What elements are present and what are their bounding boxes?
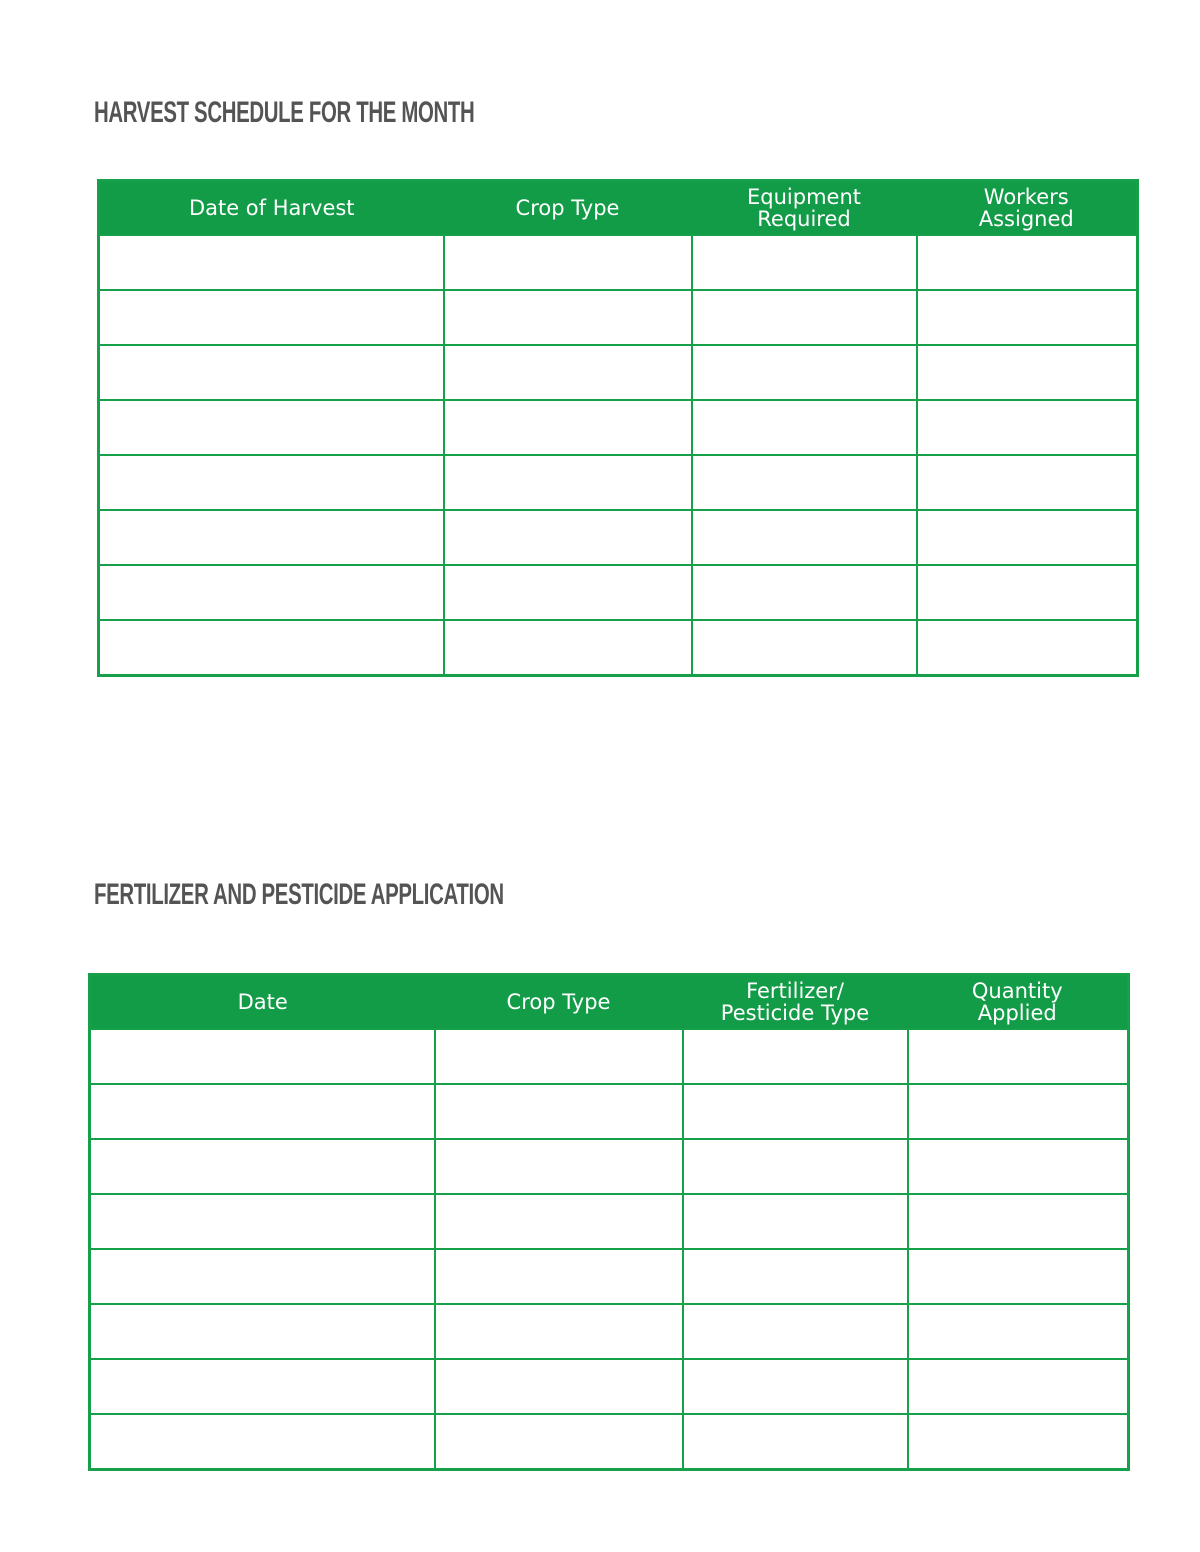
header-label: Crop Type: [515, 196, 620, 220]
header-label: Assigned: [978, 207, 1074, 231]
header-label: Crop Type: [506, 990, 611, 1014]
column-header-workers-assigned: [917, 181, 1138, 236]
header-label: Quantity: [971, 979, 1063, 1003]
header-label: Pesticide Type: [720, 1001, 870, 1025]
column-header-crop-type: [444, 181, 692, 236]
quantity-cell[interactable]: [908, 1359, 1129, 1414]
column-header-equipment-required: [692, 181, 917, 236]
date-cell[interactable]: [90, 1194, 435, 1249]
crop-type-cell[interactable]: [444, 400, 692, 455]
date-cell[interactable]: [90, 1084, 435, 1139]
quantity-cell[interactable]: [908, 1139, 1129, 1194]
header-label: Applied: [977, 1001, 1057, 1025]
column-header-date: [90, 975, 435, 1030]
product-type-cell[interactable]: [683, 1414, 908, 1470]
quantity-cell[interactable]: [908, 1249, 1129, 1304]
header-label: Date: [237, 990, 288, 1014]
product-type-cell[interactable]: [683, 1194, 908, 1249]
fertilizer-application-table: [88, 973, 1130, 1471]
table-row: [90, 1029, 1129, 1084]
product-type-cell[interactable]: [683, 1359, 908, 1414]
table-row: [99, 565, 1138, 620]
table-row: [99, 620, 1138, 676]
table-row: [99, 455, 1138, 510]
table-row: [90, 1084, 1129, 1139]
crop-type-cell[interactable]: [444, 455, 692, 510]
table-row: [99, 345, 1138, 400]
date-cell[interactable]: [99, 510, 444, 565]
table-row: [99, 400, 1138, 455]
table-row: [90, 1414, 1129, 1470]
date-cell[interactable]: [90, 1414, 435, 1470]
header-label: Workers: [983, 185, 1069, 209]
equipment-cell[interactable]: [692, 400, 917, 455]
quantity-cell[interactable]: [908, 1414, 1129, 1470]
header-label: Equipment: [747, 185, 861, 209]
table-row: [90, 1249, 1129, 1304]
workers-cell[interactable]: [917, 235, 1138, 290]
column-header-date-of-harvest: [99, 181, 444, 236]
header-label: Fertilizer/: [746, 979, 844, 1003]
fertilizer-table-body: [90, 1029, 1129, 1470]
equipment-cell[interactable]: [692, 565, 917, 620]
product-type-cell[interactable]: [683, 1304, 908, 1359]
date-cell[interactable]: [99, 455, 444, 510]
equipment-cell[interactable]: [692, 290, 917, 345]
crop-type-cell[interactable]: [435, 1029, 683, 1084]
equipment-cell[interactable]: [692, 455, 917, 510]
crop-type-cell[interactable]: [444, 290, 692, 345]
date-cell[interactable]: [90, 1304, 435, 1359]
date-cell[interactable]: [90, 1359, 435, 1414]
product-type-cell[interactable]: [683, 1249, 908, 1304]
crop-type-cell[interactable]: [435, 1139, 683, 1194]
harvest-schedule-table: [97, 179, 1139, 677]
crop-type-cell[interactable]: [435, 1194, 683, 1249]
date-cell[interactable]: [99, 290, 444, 345]
table-row: [99, 235, 1138, 290]
product-type-cell[interactable]: [683, 1084, 908, 1139]
workers-cell[interactable]: [917, 455, 1138, 510]
header-label: Required: [757, 207, 851, 231]
date-cell[interactable]: [99, 345, 444, 400]
product-type-cell[interactable]: [683, 1139, 908, 1194]
crop-type-cell[interactable]: [435, 1359, 683, 1414]
workers-cell[interactable]: [917, 565, 1138, 620]
header-label: Date of Harvest: [188, 196, 355, 220]
table-row: [90, 1304, 1129, 1359]
column-header-crop-type: [435, 975, 683, 1030]
harvest-schedule-title: HARVEST SCHEDULE FOR THE MONTH: [94, 96, 475, 129]
harvest-table-body: [99, 235, 1138, 676]
workers-cell[interactable]: [917, 400, 1138, 455]
equipment-cell[interactable]: [692, 620, 917, 676]
date-cell[interactable]: [99, 235, 444, 290]
fertilizer-application-title: FERTILIZER AND PESTICIDE APPLICATION: [94, 878, 504, 911]
crop-type-cell[interactable]: [444, 235, 692, 290]
crop-type-cell[interactable]: [435, 1414, 683, 1470]
workers-cell[interactable]: [917, 290, 1138, 345]
quantity-cell[interactable]: [908, 1084, 1129, 1139]
table-row: [99, 290, 1138, 345]
date-cell[interactable]: [99, 400, 444, 455]
date-cell[interactable]: [90, 1139, 435, 1194]
quantity-cell[interactable]: [908, 1029, 1129, 1084]
crop-type-cell[interactable]: [435, 1304, 683, 1359]
equipment-cell[interactable]: [692, 510, 917, 565]
table-header-row: [90, 975, 1129, 1030]
date-cell[interactable]: [99, 620, 444, 676]
workers-cell[interactable]: [917, 345, 1138, 400]
crop-type-cell[interactable]: [444, 565, 692, 620]
crop-type-cell[interactable]: [435, 1084, 683, 1139]
crop-type-cell[interactable]: [444, 620, 692, 676]
table-row: [90, 1139, 1129, 1194]
workers-cell[interactable]: [917, 510, 1138, 565]
table-row: [90, 1359, 1129, 1414]
table-row: [99, 510, 1138, 565]
crop-type-cell[interactable]: [444, 345, 692, 400]
crop-type-cell[interactable]: [435, 1249, 683, 1304]
column-header-fertilizer-pesticide-type: [683, 975, 908, 1030]
table-header-row: [99, 181, 1138, 236]
crop-type-cell[interactable]: [444, 510, 692, 565]
column-header-quantity-applied: [908, 975, 1129, 1030]
table-row: [90, 1194, 1129, 1249]
quantity-cell[interactable]: [908, 1194, 1129, 1249]
quantity-cell[interactable]: [908, 1304, 1129, 1359]
workers-cell[interactable]: [917, 620, 1138, 676]
product-type-cell[interactable]: [683, 1029, 908, 1084]
equipment-cell[interactable]: [692, 345, 917, 400]
date-cell[interactable]: [90, 1029, 435, 1084]
date-cell[interactable]: [90, 1249, 435, 1304]
equipment-cell[interactable]: [692, 235, 917, 290]
date-cell[interactable]: [99, 565, 444, 620]
